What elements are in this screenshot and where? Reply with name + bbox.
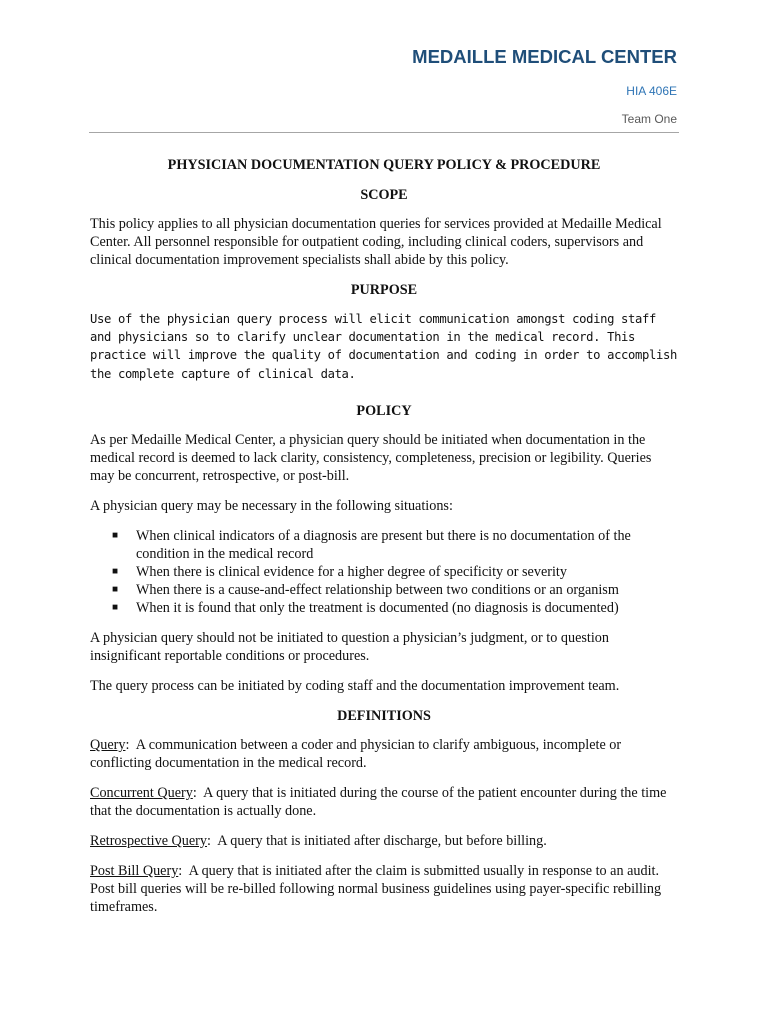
bullet-icon: ■: [112, 565, 119, 577]
document-body: [90, 156, 678, 928]
list-item: [90, 599, 678, 617]
definition-term: Retrospective Query: [90, 832, 208, 849]
definitions-heading: DEFINITIONS: [337, 707, 431, 724]
course-code: HIA 406E: [626, 84, 677, 98]
definition-item: [90, 832, 678, 850]
purpose-heading: PURPOSE: [350, 282, 418, 298]
definition-separator: :: [207, 832, 218, 849]
organization-name: MEDAILLE MEDICAL CENTER: [412, 46, 677, 67]
definition-item: [90, 736, 678, 772]
scope-text: This policy applies to all physician documentation queries for services provided at Medaille Medical Center. All personnel responsible for outpatient coding, including clinical coders, supervisors and clinical documentation improvement specialists shall abide by this policy.: [90, 216, 662, 268]
definition-separator: :: [125, 736, 136, 753]
situation-text: When there is a cause-and-effect relationship between two conditions or an organism: [136, 581, 619, 598]
definition-item: [90, 784, 678, 820]
header-divider: [89, 132, 679, 133]
situation-text: When clinical indicators of a diagnosis are present but there is no documentation of the condition in the medical record: [136, 527, 631, 562]
definition-separator: :: [178, 862, 189, 879]
policy-intro: As per Medaille Medical Center, a physician query should be initiated when documentation in the medical record is deemed to lack clarity, consistency, completeness, precision or legibility. Queries may be concurrent, retrospective, or post-bill.: [90, 431, 652, 484]
list-item: [90, 563, 678, 581]
situations-lead: A physician query may be necessary in the following situations:: [90, 497, 453, 514]
initiated-by-text: The query process can be initiated by coding staff and the documentation improvement team.: [90, 677, 620, 694]
purpose-text: Use of the physician query process will elicit communication amongst coding staff and physicians so to clarify unclear documentation in the medical record. This practice will improve the quality of documentation and coding in order to accomplish the complete capture of clinical data.: [90, 312, 677, 381]
definition-text: A query that is initiated after discharge, but before billing.: [217, 832, 547, 849]
list-item: [90, 527, 678, 563]
scope-heading: SCOPE: [360, 187, 408, 203]
definition-text: A query that is initiated during the course of the patient encounter during the time that the documentation is actually done.: [90, 784, 667, 819]
list-item: [90, 581, 678, 599]
definition-separator: :: [192, 784, 204, 801]
bullet-icon: ■: [112, 529, 119, 541]
situation-text: When it is found that only the treatment is documented (no diagnosis is documented): [136, 599, 619, 616]
definition-term: Query: [90, 736, 126, 753]
not-initiated-text: A physician query should not be initiated to question a physician’s judgment, or to question insignificant reportable conditions or procedures.: [90, 629, 609, 664]
document-title: PHYSICIAN DOCUMENTATION QUERY POLICY & PROCEDURE: [167, 157, 601, 173]
situations-list: [90, 527, 678, 617]
definition-text: A communication between a coder and physician to clarify ambiguous, incomplete or conflicting documentation in the medical record.: [90, 736, 622, 771]
definition-term: Post Bill Query: [90, 862, 179, 879]
policy-heading: POLICY: [356, 402, 412, 419]
definition-text: A query that is initiated after the claim is submitted usually in response to an audit. Post bill queries will be re-billed following normal business guidelines using payer-specific rebilling timeframes.: [90, 862, 662, 915]
team-name: Team One: [621, 112, 677, 126]
definition-item: [90, 862, 678, 916]
definition-term: Concurrent Query: [90, 784, 193, 801]
situation-text: When there is clinical evidence for a higher degree of specificity or severity: [136, 563, 567, 580]
bullet-icon: ■: [112, 583, 119, 595]
bullet-icon: ■: [112, 601, 119, 613]
